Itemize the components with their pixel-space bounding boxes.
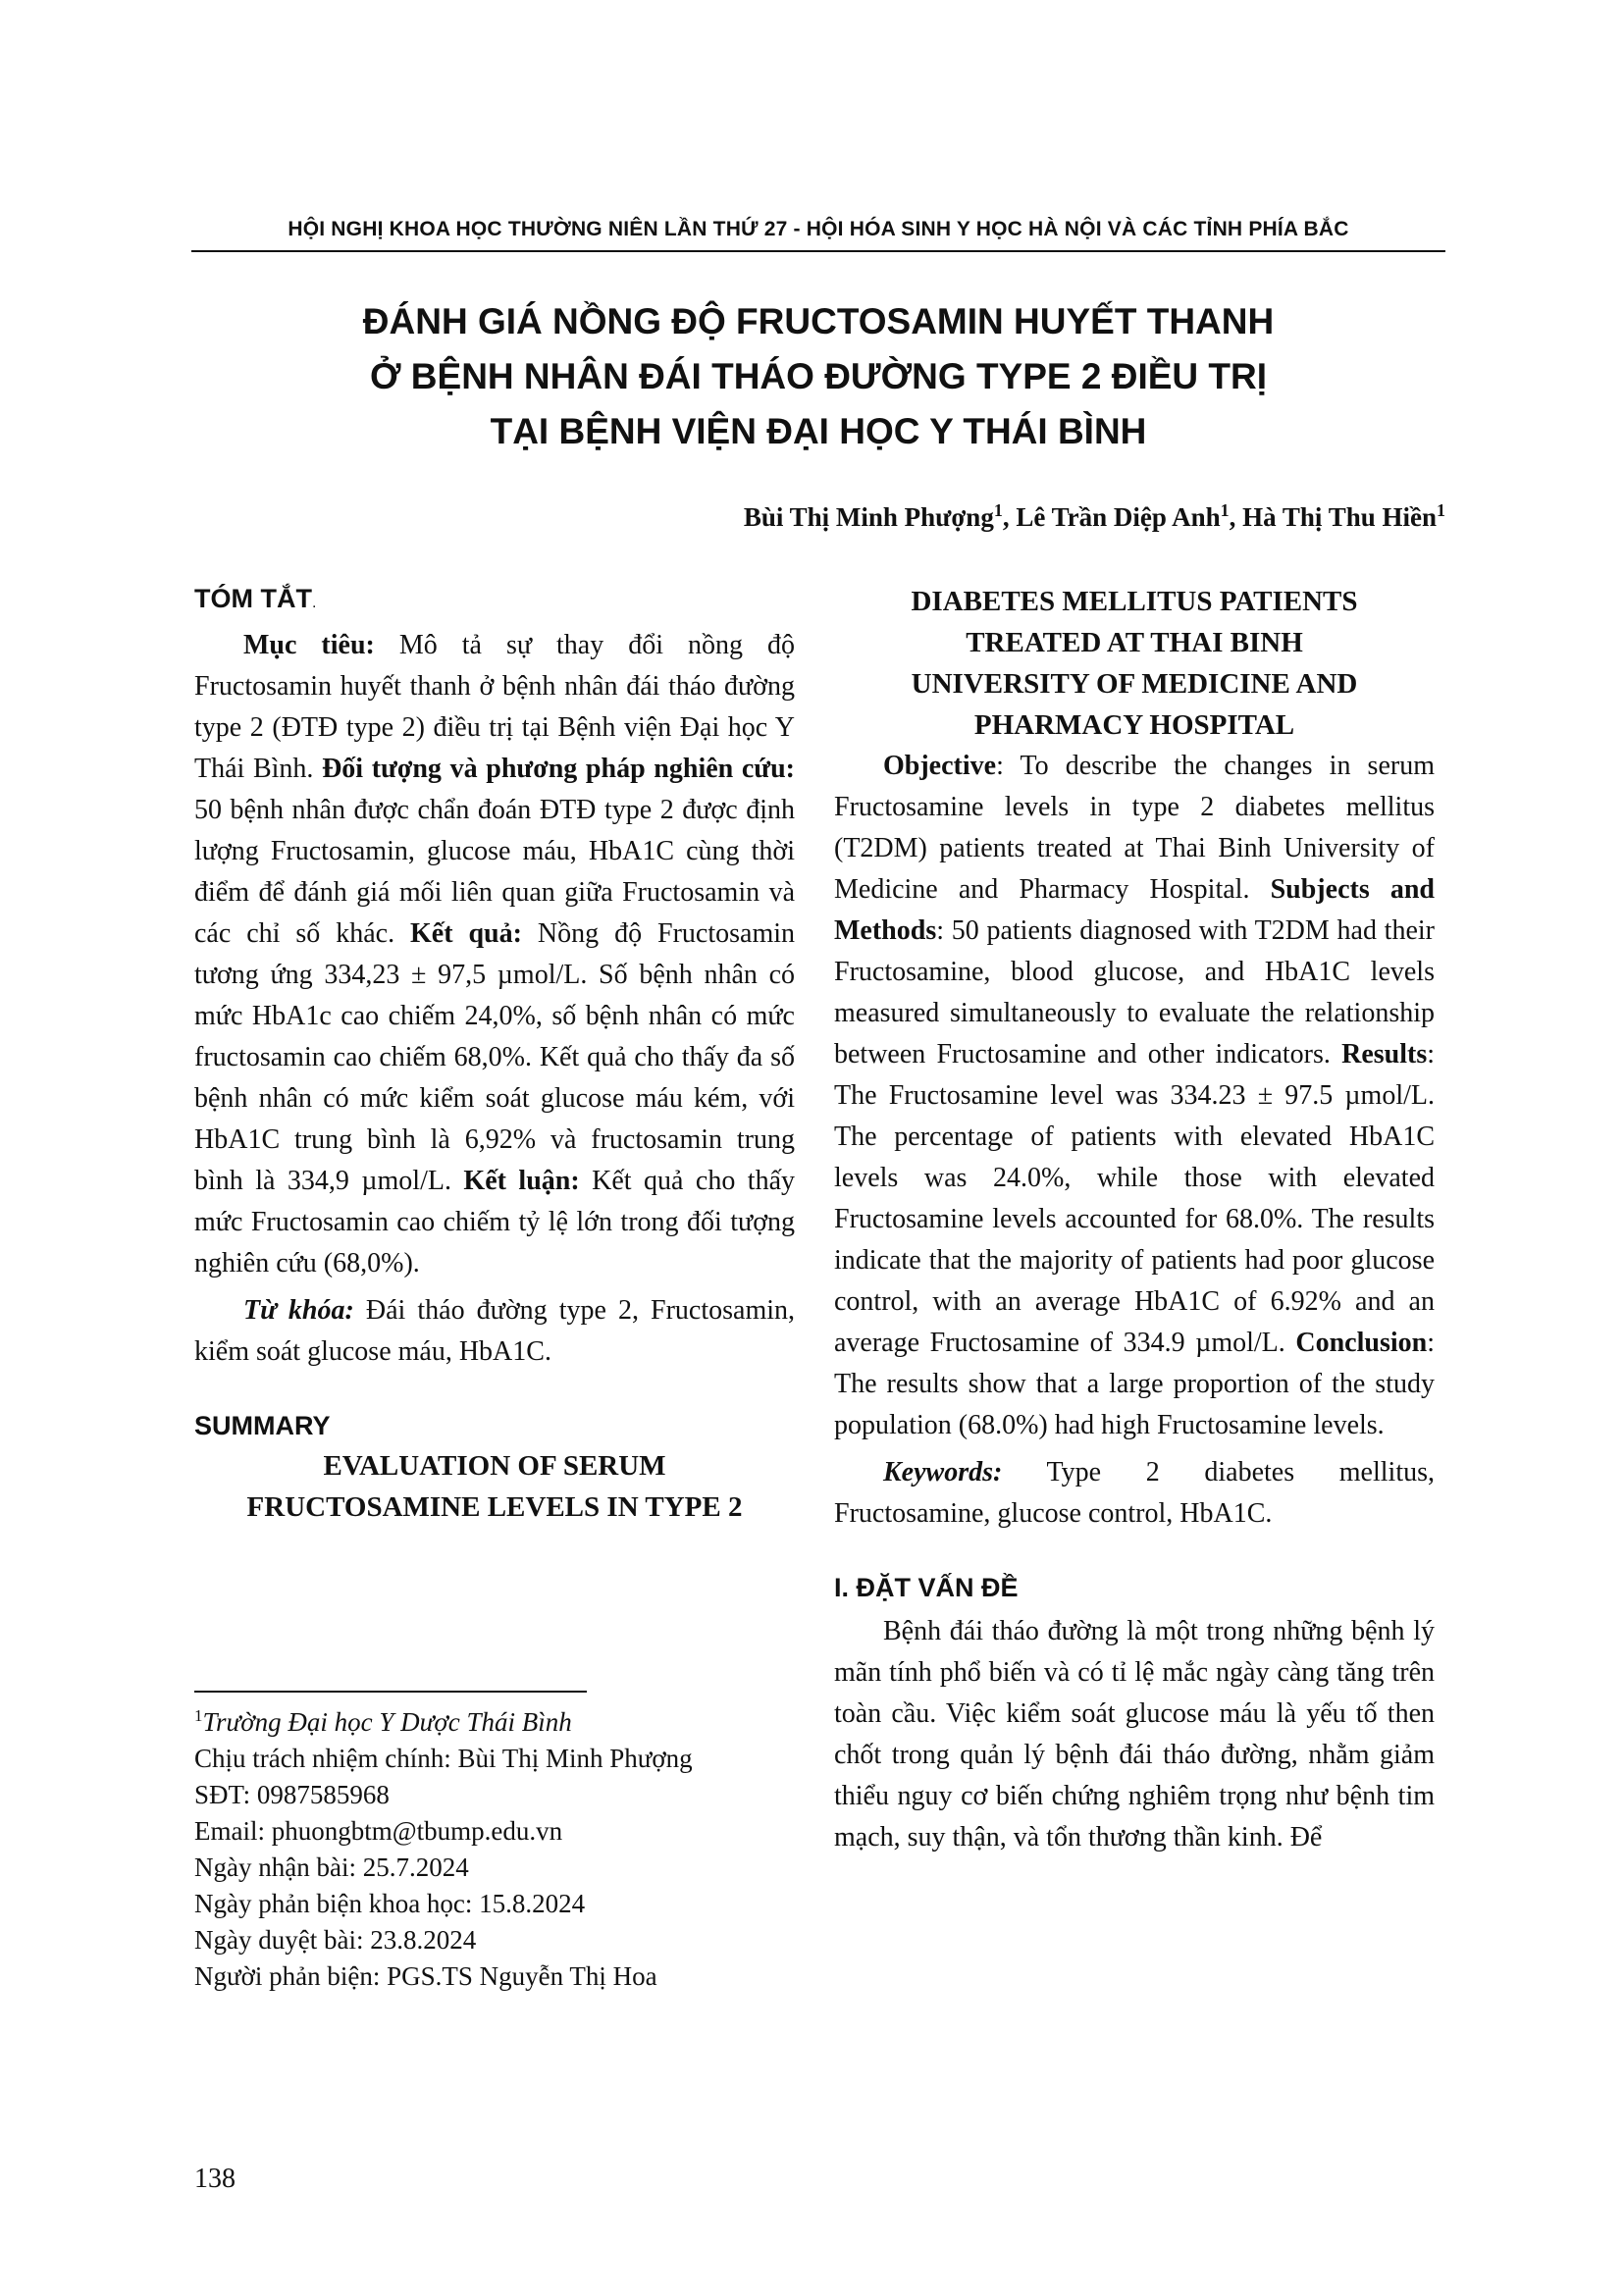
introduction-paragraph: Bệnh đái tháo đường là một trong những bệnh lý mãn tính phổ biến và có tỉ lệ mắc ngày càng tăng trên toàn cầu. Việc kiểm soát glucose máu là yếu tố then chốt trong quản lý bệnh đái tháo đường, nhằm giảm thiểu nguy cơ biến chứng nghiêm trọng như bệnh tim mạch, suy thận, và tổn thương thần kinh. Để	[834, 1616, 1435, 1852]
footnotes	[194, 1697, 822, 1995]
abstract-paragraph: Mục tiêu: Mô tả sự thay đổi nồng độ Fructosamin huyết thanh ở bệnh nhân đái tháo đường type 2 (ĐTĐ type 2) điều trị tại Bệnh viện Đại học Y Thái Bình. Đối tượng và phương pháp nghiên cứu: 50 bệnh nhân được chẩn đoán ĐTĐ type 2 được định lượng Fructosamin, glucose máu, HbA1C cùng thời điểm để đánh giá mối liên quan giữa Fructosamin và các chỉ số khác. Kết quả: Nồng độ Fructosamin tương ứng 334,23 ± 97,5 µmol/L. Số bệnh nhân có mức HbA1c cao chiếm 24,0%, số bệnh nhân có mức fructosamin cao chiếm 68,0%. Kết quả cho thấy đa số bệnh nhân có mức kiểm soát glucose máu kém, với HbA1C trung bình là 6,92% và fructosamin trung bình là 334,9 µmol/L. Kết luận: Kết quả cho thấy mức Fructosamin cao chiếm tỷ lệ lớn trong đối tượng nghiên cứu (68,0%).	[194, 630, 796, 1278]
footnote-rule	[194, 1691, 587, 1693]
author-separator: ,	[1002, 502, 1017, 532]
footnote-received: Ngày nhận bài: 25.7.2024	[194, 1852, 469, 1882]
paper-title	[191, 294, 1445, 459]
footnote-phone: SĐT: 0987585968	[194, 1780, 390, 1809]
introduction-heading: I. ĐẶT VẤN ĐỀ	[834, 1573, 1019, 1602]
author-affiliation-mark: 1	[1437, 500, 1445, 520]
header-rule	[191, 250, 1445, 252]
summary-title-part1: EVALUATION OF SERUM FRUCTOSAMINE LEVELS IN TYPE 2	[246, 1450, 743, 1523]
author-name: Bùi Thị Minh Phượng	[743, 502, 994, 532]
author-list	[744, 500, 1445, 533]
author-separator: ,	[1229, 502, 1243, 532]
title-line: ĐÁNH GIÁ NỒNG ĐỘ FRUCTOSAMIN HUYẾT THANH	[362, 301, 1275, 341]
footnote-responsible: Chịu trách nhiệm chính: Bùi Thị Minh Phượng	[194, 1744, 693, 1773]
objective-label: Objective	[883, 751, 997, 781]
right-column	[834, 579, 1435, 1858]
left-column	[194, 579, 795, 1528]
author-name: Hà Thị Thu Hiền	[1242, 502, 1437, 532]
abstract-heading: TÓM TẮT.	[194, 584, 317, 613]
conclusion-label: Conclusion	[1295, 1328, 1428, 1358]
summary-title-part2: DIABETES MELLITUS PATIENTS TREATED AT THAI BINH UNIVERSITY OF MEDICINE AND PHARMACY HOSPITAL	[911, 586, 1358, 741]
footnote-approved: Ngày duyệt bài: 23.8.2024	[194, 1925, 477, 1955]
keywords-paragraph: Từ khóa: Đái tháo đường type 2, Fructosamin, kiểm soát glucose máu, HbA1C.	[194, 1295, 796, 1367]
summary-paragraph: Objective: To describe the changes in serum Fructosamine levels in type 2 diabetes mellitus (T2DM) patients treated at Thai Binh University of Medicine and Pharmacy Hospital. Subjects and Methods: 50 patients diagnosed with T2DM had their Fructosamine, blood glucose, and HbA1C levels measured simultaneously to evaluate the relationship between Fructosamine and other indicators. Results: The Fructosamine level was 334.23 ± 97.5 µmol/L. The percentage of patients with elevated HbA1C levels was 24.0%, while those with elevated Fructosamine levels accounted for 68.0%. The results indicate that the majority of patients had poor glucose control, with an average HbA1C of 6.92% and an average Fructosamine of 334.9 µmol/L. Conclusion: The results show that a large proportion of the study population (68.0%) had high Fructosamine levels.	[834, 751, 1435, 1440]
methods-label: Subjects and Methods	[834, 874, 1435, 946]
results-label: Results	[1341, 1039, 1428, 1070]
footnote-reviewed: Ngày phản biện khoa học: 15.8.2024	[194, 1889, 586, 1918]
footnote-affiliation: $^1$Trường Đại học Y Dược Thái Bình	[194, 1706, 572, 1737]
conclusion-label: Kết luận:	[463, 1166, 580, 1196]
methods-label: Đối tượng và phương pháp nghiên cứu:	[322, 754, 795, 784]
page-number: 138	[194, 2164, 236, 2194]
author-affiliation-mark: 1	[993, 500, 1003, 520]
summary-heading: SUMMARY	[194, 1411, 331, 1440]
footnote-email: Email: phuongbtm@tbump.edu.vn	[194, 1816, 563, 1846]
author-name: Lê Trần Diệp Anh	[1016, 502, 1221, 532]
keywords-label: Keywords:	[883, 1457, 1003, 1487]
footnote-reviewer: Người phản biện: PGS.TS Nguyễn Thị Hoa	[194, 1961, 657, 1991]
keywords-paragraph: Keywords: Type 2 diabetes mellitus, Fructosamine, glucose control, HbA1C.	[834, 1457, 1435, 1529]
author-affiliation-mark: 1	[1220, 500, 1230, 520]
running-header: HỘI NGHỊ KHOA HỌC THƯỜNG NIÊN LẦN THỨ 27 - HỘI HÓA SINH Y HỌC HÀ NỘI VÀ CÁC TỈNH PHÍA BẮC	[288, 218, 1349, 240]
results-label: Kết quả:	[410, 918, 522, 949]
title-line: Ở BỆNH NHÂN ĐÁI THÁO ĐƯỜNG TYPE 2 ĐIỀU TRỊ	[369, 356, 1268, 396]
keywords-label: Từ khóa:	[243, 1295, 354, 1326]
title-line: TẠI BỆNH VIỆN ĐẠI HỌC Y THÁI BÌNH	[490, 411, 1147, 451]
objective-label: Mục tiêu:	[243, 630, 375, 660]
